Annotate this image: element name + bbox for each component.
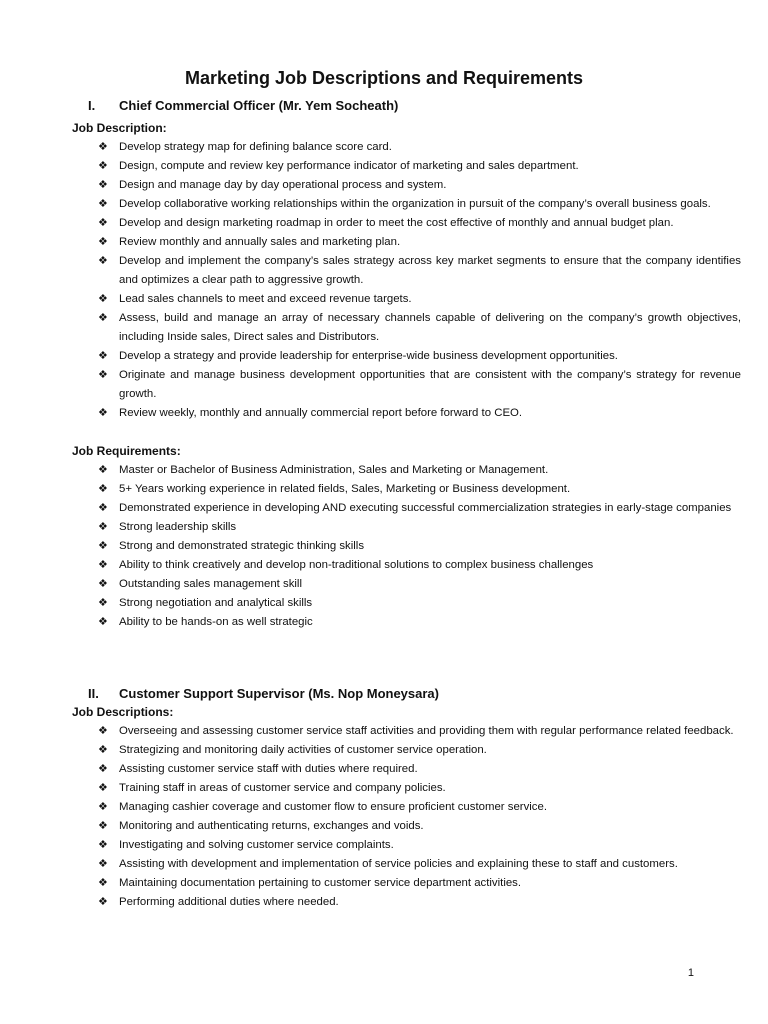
list-item-text: Managing cashier coverage and customer flow to ensure proficient customer service. xyxy=(119,801,547,813)
bullet-diamond-icon: ❖ xyxy=(98,369,108,381)
job-descriptions-label: Job Descriptions: xyxy=(72,705,174,719)
list-item xyxy=(72,741,741,760)
list-item xyxy=(72,760,741,779)
bullet-diamond-icon: ❖ xyxy=(98,597,108,609)
list-item xyxy=(72,290,741,309)
list-item xyxy=(72,138,741,157)
list-item xyxy=(72,575,741,594)
list-item-text: Monitoring and authenticating returns, exchanges and voids. xyxy=(119,820,424,832)
bullet-diamond-icon: ❖ xyxy=(98,350,108,362)
list-item-text: Lead sales channels to meet and exceed revenue targets. xyxy=(119,293,412,305)
list-item-text: Assisting with development and implementation of service policies and explaining these to staff and customers. xyxy=(119,858,678,870)
list-item xyxy=(72,157,741,176)
bullet-diamond-icon: ❖ xyxy=(98,521,108,533)
list-item xyxy=(72,518,741,537)
list-item xyxy=(72,855,741,874)
list-item-text: 5+ Years working experience in related fields, Sales, Marketing or Business development. xyxy=(119,483,571,495)
section-title: Customer Support Supervisor (Ms. Nop Moneysara) xyxy=(119,686,439,701)
bullet-diamond-icon: ❖ xyxy=(98,559,108,571)
bullet-diamond-icon: ❖ xyxy=(98,407,108,419)
bullet-diamond-icon: ❖ xyxy=(98,616,108,628)
list-item xyxy=(72,195,741,214)
bullet-diamond-icon: ❖ xyxy=(98,217,108,229)
bullet-diamond-icon: ❖ xyxy=(98,877,108,889)
job-requirements-list xyxy=(72,461,732,632)
list-item xyxy=(72,176,741,195)
list-item xyxy=(72,594,741,613)
list-item-text: Demonstrated experience in developing AND executing successful commercialization strategies in early-stage companies xyxy=(119,502,732,514)
list-item-text: Originate and manage business development opportunities that are consistent with the company’s strategy for revenue growth. xyxy=(119,369,741,400)
list-item-text: Develop and implement the company’s sales strategy across key market segments to ensure that the company identifies and optimizes a clear path to aggressive growth. xyxy=(119,255,741,286)
bullet-diamond-icon: ❖ xyxy=(98,312,108,324)
bullet-diamond-icon: ❖ xyxy=(98,293,108,305)
bullet-diamond-icon: ❖ xyxy=(98,464,108,476)
list-item-text: Strong and demonstrated strategic thinking skills xyxy=(119,540,365,552)
job-requirements-label: Job Requirements: xyxy=(72,444,181,458)
bullet-diamond-icon: ❖ xyxy=(98,725,108,737)
list-item-text: Investigating and solving customer service complaints. xyxy=(119,839,394,851)
document-title: Marketing Job Descriptions and Requirements xyxy=(184,68,584,88)
list-item-text: Strong leadership skills xyxy=(119,521,237,533)
list-item-text: Performing additional duties where needed. xyxy=(119,896,339,908)
bullet-diamond-icon: ❖ xyxy=(98,255,108,267)
bullet-diamond-icon: ❖ xyxy=(98,198,108,210)
section-number: I. xyxy=(88,98,96,113)
list-item xyxy=(72,613,741,632)
list-item-text: Design and manage day by day operational process and system. xyxy=(119,179,447,191)
section-title: Chief Commercial Officer (Mr. Yem Socheath) xyxy=(119,98,399,113)
section-heading xyxy=(72,684,702,703)
list-item-text: Design, compute and review key performance indicator of marketing and sales department. xyxy=(119,160,579,172)
list-item xyxy=(72,347,741,366)
bullet-diamond-icon: ❖ xyxy=(98,839,108,851)
bullet-diamond-icon: ❖ xyxy=(98,820,108,832)
list-item xyxy=(72,480,741,499)
list-item-text: Strategizing and monitoring daily activities of customer service operation. xyxy=(119,744,487,756)
section-customer-support-supervisor xyxy=(72,684,734,912)
list-item xyxy=(72,233,741,252)
list-item-text: Maintaining documentation pertaining to customer service department activities. xyxy=(119,877,522,889)
job-descriptions-list xyxy=(72,722,734,912)
bullet-diamond-icon: ❖ xyxy=(98,578,108,590)
bullet-diamond-icon: ❖ xyxy=(98,801,108,813)
list-item xyxy=(72,893,741,912)
job-description-label: Job Description: xyxy=(72,121,167,135)
list-item xyxy=(72,366,741,404)
list-item xyxy=(72,214,741,233)
list-item xyxy=(72,779,741,798)
list-item xyxy=(72,537,741,556)
list-item xyxy=(72,309,741,347)
list-item-text: Strong negotiation and analytical skills xyxy=(119,597,313,609)
list-item-text: Assisting customer service staff with duties where required. xyxy=(119,763,418,775)
list-item-text: Develop strategy map for defining balance score card. xyxy=(119,141,392,153)
bullet-diamond-icon: ❖ xyxy=(98,483,108,495)
section-heading xyxy=(72,96,702,115)
bullet-diamond-icon: ❖ xyxy=(98,179,108,191)
bullet-diamond-icon: ❖ xyxy=(98,236,108,248)
list-item xyxy=(72,836,741,855)
list-item-text: Training staff in areas of customer service and company policies. xyxy=(119,782,446,794)
list-item-text: Ability to think creatively and develop non-traditional solutions to complex business challenges xyxy=(119,559,594,571)
list-item-text: Ability to be hands-on as well strategic xyxy=(119,616,313,628)
bullet-diamond-icon: ❖ xyxy=(98,858,108,870)
list-item xyxy=(72,722,741,741)
list-item-text: Review monthly and annually sales and marketing plan. xyxy=(119,236,401,248)
list-item xyxy=(72,798,741,817)
list-item-text: Master or Bachelor of Business Administration, Sales and Marketing or Management. xyxy=(119,464,549,476)
bullet-diamond-icon: ❖ xyxy=(98,502,108,514)
list-item xyxy=(72,556,741,575)
bullet-diamond-icon: ❖ xyxy=(98,744,108,756)
bullet-diamond-icon: ❖ xyxy=(98,782,108,794)
list-item xyxy=(72,817,741,836)
list-item xyxy=(72,404,741,423)
list-item-text: Overseeing and assessing customer service staff activities and providing them with regular performance related feedback. xyxy=(119,725,734,737)
bullet-diamond-icon: ❖ xyxy=(98,141,108,153)
bullet-diamond-icon: ❖ xyxy=(98,160,108,172)
list-item-text: Review weekly, monthly and annually commercial report before forward to CEO. xyxy=(119,407,523,419)
bullet-diamond-icon: ❖ xyxy=(98,763,108,775)
job-description-list xyxy=(72,138,741,423)
list-item xyxy=(72,461,741,480)
list-item xyxy=(72,252,741,290)
list-item-text: Develop and design marketing roadmap in order to meet the cost effective of monthly and annual budget plan. xyxy=(119,217,674,229)
section-number: II. xyxy=(88,686,99,701)
page-number: 1 xyxy=(687,967,694,979)
section-chief-commercial-officer xyxy=(72,96,741,632)
list-item-text: Develop collaborative working relationships within the organization in pursuit of the company’s overall business goals. xyxy=(119,198,711,210)
bullet-diamond-icon: ❖ xyxy=(98,896,108,908)
list-item-text: Develop a strategy and provide leadership for enterprise-wide business development opportunities. xyxy=(119,350,618,362)
list-item-text: Outstanding sales management skill xyxy=(119,578,302,590)
bullet-diamond-icon: ❖ xyxy=(98,540,108,552)
list-item xyxy=(72,499,741,518)
list-item xyxy=(72,874,741,893)
list-item-text: Assess, build and manage an array of necessary channels capable of delivering on the company’s growth objectives, including Inside sales, Direct sales and Distributors. xyxy=(119,312,741,343)
